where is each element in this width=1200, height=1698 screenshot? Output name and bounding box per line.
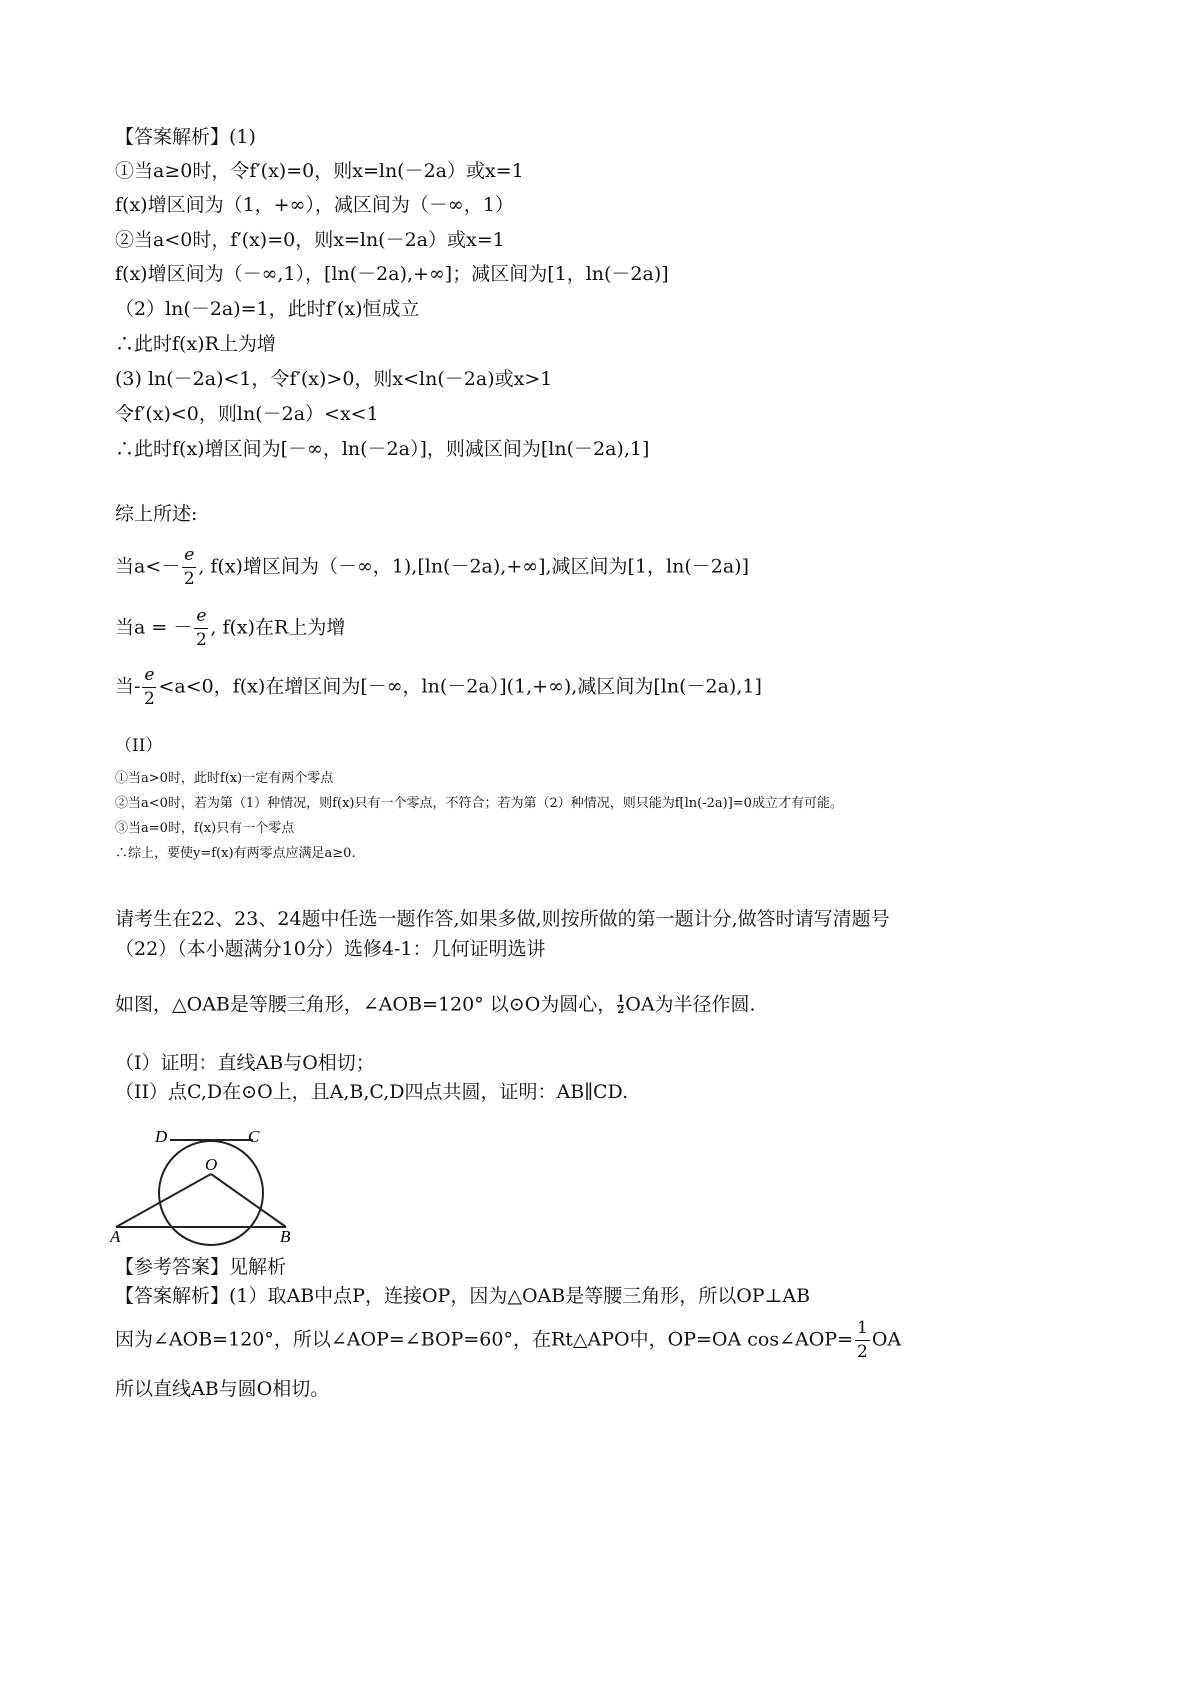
part2-line: ②当a<0时，若为第（1）种情况，则f(x)只有一个零点，不符合；若为第（2）种情况，则只能为f[ln(-2a)]=0成立才有可能。 bbox=[115, 796, 843, 811]
fraction-numerator: e bbox=[194, 608, 208, 629]
answer-text: 因为∠AOB=120°，所以∠AOP=∠BOP=60°，在Rt△APO中，OP=OA cos∠AOP= bbox=[115, 1328, 853, 1351]
label-o: O bbox=[205, 1155, 218, 1174]
fraction-denominator: 2 bbox=[617, 1005, 625, 1016]
sub-question: （II）点C,D在⊙O上，且A,B,C,D四点共圆，证明：AB∥CD. bbox=[115, 1081, 629, 1103]
answer-line bbox=[115, 1320, 901, 1361]
fraction-denominator: 2 bbox=[144, 689, 155, 709]
statement-text: 如图，△OAB是等腰三角形，∠AOB=120° 以⊙O为圆心， bbox=[115, 993, 617, 1016]
fraction-denominator: 2 bbox=[195, 630, 207, 650]
part1-line: ∴此时f(x)R上为增 bbox=[115, 333, 276, 355]
case-prefix: 当a = － bbox=[115, 616, 193, 639]
fraction-numerator: 1 bbox=[855, 1320, 870, 1341]
case-text: <a<0，f(x)在增区间为[－∞，ln(－2a）](1,+∞),减区间为[ln(－2a),1] bbox=[158, 675, 762, 698]
part1-line: (3) ln(－2a)<1，令f′(x)>0，则x<ln(－2a)或x>1 bbox=[115, 368, 553, 390]
part1-line: ②当a<0时，f′(x)=0，则x=ln(－2a）或x=1 bbox=[115, 229, 505, 251]
fraction-numerator: e bbox=[182, 547, 196, 568]
part2-title: （II） bbox=[115, 736, 163, 756]
summary-title: 综上所述: bbox=[115, 503, 198, 525]
answer-text: OA bbox=[871, 1328, 902, 1351]
part1-line: 【答案解析】(1) bbox=[115, 126, 256, 148]
part2-line: ③当a=0时，f(x)只有一个零点 bbox=[115, 821, 295, 836]
part1-line: 令f′(x)<0，则ln(－2a）<x<1 bbox=[115, 403, 379, 425]
fraction bbox=[617, 995, 624, 1016]
part1-line: （2）ln(－2a)=1，此时f′(x)恒成立 bbox=[115, 298, 420, 320]
part2-line: ①当a>0时，此时f(x)一定有两个零点 bbox=[115, 771, 334, 786]
label-d: D bbox=[155, 1127, 168, 1146]
question-statement bbox=[115, 995, 756, 1016]
fraction-numerator: 1 bbox=[617, 994, 625, 1005]
label-b: B bbox=[280, 1227, 291, 1246]
part1-line: ∴此时f(x)增区间为[－∞，ln(－2a）]，则减区间为[ln(－2a),1] bbox=[115, 438, 650, 460]
fraction-denominator: 2 bbox=[183, 569, 195, 589]
case-text: , f(x)在R上为增 bbox=[210, 616, 346, 639]
statement-text: OA为半径作圆. bbox=[625, 993, 756, 1016]
segment-ao bbox=[116, 1174, 211, 1227]
fraction bbox=[142, 667, 156, 708]
exam-instruction: 请考生在22、23、24题中任选一题作答,如果多做,则按所做的第一题计分,做答时请写清题号 bbox=[115, 908, 890, 930]
case-text: , f(x)增区间为（－∞，1),[ln(－2a),+∞],减区间为[1，ln(－2a)] bbox=[198, 555, 750, 578]
part1-line: ①当a≥0时，令f′(x)=0，则x=ln(－2a）或x=1 bbox=[115, 160, 524, 182]
segment-ob bbox=[211, 1174, 286, 1227]
fraction bbox=[194, 608, 208, 649]
question-title: （22）（本小题满分10分）选修4-1：几何证明选讲 bbox=[115, 938, 546, 960]
label-a: A bbox=[110, 1227, 121, 1246]
summary-case bbox=[115, 667, 762, 708]
part1-line: f(x)增区间为（1，+∞），减区间为（－∞，1） bbox=[115, 194, 514, 216]
summary-case bbox=[115, 608, 345, 649]
fraction bbox=[855, 1320, 870, 1361]
reference-answer: 【参考答案】见解析 bbox=[115, 1256, 287, 1278]
fraction-denominator: 2 bbox=[857, 1342, 868, 1362]
case-prefix: 当a<－ bbox=[115, 555, 181, 578]
case-prefix: 当- bbox=[115, 675, 141, 698]
answer-line: 【答案解析】(1）取AB中点P，连接OP，因为△OAB是等腰三角形，所以OP⊥AB bbox=[115, 1285, 811, 1307]
fraction bbox=[182, 547, 196, 588]
part1-line: f(x)增区间为（－∞,1），[ln(－2a),+∞]；减区间为[1，ln(－2a)] bbox=[115, 263, 669, 285]
geometry-figure bbox=[108, 1120, 308, 1255]
answer-line: 所以直线AB与圆O相切。 bbox=[115, 1378, 330, 1400]
part2-line: ∴综上，要使y=f(x)有两零点应满足a≥0. bbox=[115, 846, 356, 861]
sub-question: （I）证明：直线AB与O相切； bbox=[115, 1052, 375, 1074]
label-c: C bbox=[248, 1127, 260, 1146]
fraction-numerator: e bbox=[142, 667, 156, 688]
summary-case bbox=[115, 547, 749, 588]
